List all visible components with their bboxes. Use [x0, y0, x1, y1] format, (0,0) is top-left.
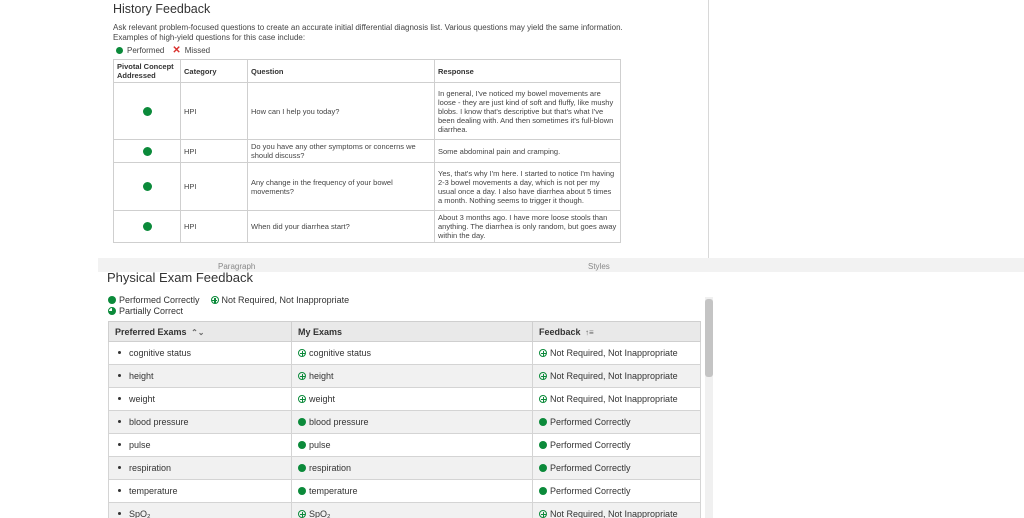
my-exam-cell — [292, 388, 533, 411]
scrollbar-thumb[interactable] — [705, 299, 713, 377]
feedback-cell — [533, 457, 701, 480]
header-feedback-label: Feedback — [539, 326, 581, 337]
preferred-exam-label: SpO₂ — [129, 509, 151, 518]
partially-correct-icon — [108, 307, 116, 315]
preferred-exam-label: respiration — [129, 463, 172, 473]
header-category: Category — [181, 60, 248, 83]
bullet-icon — [118, 489, 121, 492]
history-description: Ask relevant problem-focused questions to create an accurate initial differential diagnosis list. Various questions may yield the same information. Examples of high-yield questions for this case include: — [113, 23, 623, 42]
not-required-plus-icon — [539, 349, 547, 357]
table-row — [114, 140, 621, 163]
not-required-plus-icon — [539, 510, 547, 518]
my-exam-cell — [292, 434, 533, 457]
exam-table-body — [109, 342, 701, 518]
pivotal-cell — [114, 163, 181, 211]
legend-missed-label: Missed — [184, 46, 211, 55]
my-exam-cell — [292, 457, 533, 480]
legend-performed-label: Performed — [127, 46, 165, 55]
question-cell: Do you have any other symptoms or concerns we should discuss? — [248, 140, 435, 163]
my-exam-label: pulse — [309, 440, 331, 450]
preferred-exam-cell — [109, 434, 292, 457]
my-exam-cell — [292, 503, 533, 518]
performed-dot-icon — [539, 441, 547, 449]
header-response: Response — [435, 60, 621, 83]
feedback-label: Not Required, Not Inappropriate — [550, 509, 678, 518]
preferred-exam-label: weight — [129, 394, 156, 404]
performed-dot-icon — [539, 464, 547, 472]
table-row — [114, 211, 621, 243]
bullet-icon — [118, 443, 121, 446]
sort-arrow-icon[interactable]: ↑≡ — [585, 327, 594, 337]
performed-dot-icon — [298, 418, 306, 426]
feedback-cell — [533, 411, 701, 434]
table-row — [109, 388, 701, 411]
legend-partially-correct: Partially Correct — [119, 306, 184, 316]
preferred-exam-cell — [109, 365, 292, 388]
not-required-plus-icon — [298, 349, 306, 357]
my-exam-cell — [292, 365, 533, 388]
background-band — [0, 258, 1024, 272]
category-cell: HPI — [181, 83, 248, 140]
header-preferred-exams[interactable] — [109, 322, 292, 342]
question-cell: Any change in the frequency of your bowel movements? — [248, 163, 435, 211]
pivotal-cell — [114, 83, 181, 140]
performed-dot-icon — [539, 487, 547, 495]
feedback-cell — [533, 480, 701, 503]
preferred-exam-label: pulse — [129, 440, 151, 450]
not-required-plus-icon — [298, 510, 306, 518]
performed-dot-icon — [143, 182, 152, 191]
feedback-label: Not Required, Not Inappropriate — [550, 348, 678, 358]
header-feedback[interactable] — [533, 322, 701, 342]
feedback-cell — [533, 434, 701, 457]
my-exam-cell — [292, 342, 533, 365]
feedback-label: Performed Correctly — [550, 463, 631, 473]
history-feedback-panel — [0, 0, 709, 258]
my-exam-label: respiration — [309, 463, 352, 473]
question-cell: When did your diarrhea start? — [248, 211, 435, 243]
exam-legend-partial — [108, 306, 183, 316]
my-exam-label: cognitive status — [309, 348, 372, 358]
feedback-cell — [533, 365, 701, 388]
performed-dot-icon — [298, 464, 306, 472]
header-question: Question — [248, 60, 435, 83]
my-exam-label: height — [309, 371, 334, 381]
response-cell: About 3 months ago. I have more loose stools than anything. The diarrhea is only random, but goes away within the day. — [435, 211, 621, 243]
bullet-icon — [118, 466, 121, 469]
response-cell: Some abdominal pain and cramping. — [435, 140, 621, 163]
response-cell: Yes, that's why I'm here. I started to notice I'm having 2-3 bowel movements a day, which is not per my usual once a day. I also have diarrhea about 5 times a month. Nothing seems to trigger it though. — [435, 163, 621, 211]
table-row — [109, 411, 701, 434]
table-row — [109, 503, 701, 518]
table-row — [109, 365, 701, 388]
preferred-exam-cell — [109, 342, 292, 365]
my-exam-label: temperature — [309, 486, 358, 496]
not-required-plus-icon — [298, 395, 306, 403]
legend-not-required: Not Required, Not Inappropriate — [221, 295, 350, 305]
bullet-icon — [118, 374, 121, 377]
table-row — [114, 83, 621, 140]
preferred-exam-cell — [109, 503, 292, 518]
preferred-exam-label: temperature — [129, 486, 178, 496]
feedback-label: Performed Correctly — [550, 486, 631, 496]
my-exam-label: weight — [309, 394, 336, 404]
preferred-exam-cell — [109, 480, 292, 503]
question-cell: How can I help you today? — [248, 83, 435, 140]
preferred-exam-label: height — [129, 371, 154, 381]
not-required-plus-icon — [539, 395, 547, 403]
history-table — [113, 59, 621, 243]
header-my-exams: My Exams — [292, 322, 533, 342]
feedback-cell — [533, 342, 701, 365]
not-required-plus-icon — [539, 372, 547, 380]
preferred-exam-cell — [109, 388, 292, 411]
physical-exam-panel — [98, 272, 750, 518]
legend-performed-correctly: Performed Correctly — [119, 295, 200, 305]
table-row — [109, 480, 701, 503]
not-required-plus-icon — [211, 296, 219, 304]
my-exam-label: blood pressure — [309, 417, 369, 427]
performed-dot-icon — [143, 107, 152, 116]
exam-table — [108, 321, 701, 518]
bullet-icon — [118, 351, 121, 354]
bullet-icon — [118, 512, 121, 515]
feedback-cell — [533, 503, 701, 518]
performed-dot-icon — [108, 296, 116, 304]
feedback-label: Performed Correctly — [550, 440, 631, 450]
table-row — [109, 434, 701, 457]
feedback-label: Performed Correctly — [550, 417, 631, 427]
bullet-icon — [118, 397, 121, 400]
category-cell: HPI — [181, 211, 248, 243]
behind-paragraph-label: Paragraph — [218, 262, 256, 271]
behind-styles-label: Styles — [588, 262, 610, 271]
pivotal-cell — [114, 140, 181, 163]
header-pivotal: Pivotal Concept Addressed — [114, 60, 181, 83]
exam-title: Physical Exam Feedback — [107, 272, 253, 285]
preferred-exam-label: blood pressure — [129, 417, 189, 427]
not-required-plus-icon — [298, 372, 306, 380]
performed-dot-icon — [116, 47, 123, 54]
history-legend — [116, 45, 210, 56]
preferred-exam-cell — [109, 411, 292, 434]
my-exam-label: SpO₂ — [309, 509, 331, 518]
response-cell: In general, I've noticed my bowel movements are loose - they are just kind of soft and fluffy, like mushy blobs. I know that's descriptive but that's what I've been dealing with. And then sometimes it's full-blown diarrhea. — [435, 83, 621, 140]
feedback-cell — [533, 388, 701, 411]
sort-updown-icon[interactable]: ⌃⌄ — [191, 327, 205, 337]
my-exam-cell — [292, 411, 533, 434]
performed-dot-icon — [298, 441, 306, 449]
feedback-label: Not Required, Not Inappropriate — [550, 371, 678, 381]
exam-legend — [108, 295, 349, 305]
performed-dot-icon — [143, 222, 152, 231]
my-exam-cell — [292, 480, 533, 503]
table-row — [109, 342, 701, 365]
table-row — [109, 457, 701, 480]
table-row — [114, 163, 621, 211]
pivotal-cell — [114, 211, 181, 243]
category-cell: HPI — [181, 163, 248, 211]
category-cell: HPI — [181, 140, 248, 163]
missed-x-icon: ✕ — [172, 45, 181, 56]
performed-dot-icon — [143, 147, 152, 156]
performed-dot-icon — [539, 418, 547, 426]
preferred-exam-label: cognitive status — [129, 348, 192, 358]
preferred-exam-cell — [109, 457, 292, 480]
feedback-label: Not Required, Not Inappropriate — [550, 394, 678, 404]
history-title: History Feedback — [113, 2, 211, 16]
header-preferred-label: Preferred Exams — [115, 326, 187, 337]
background-band-edge — [0, 258, 98, 272]
bullet-icon — [118, 420, 121, 423]
performed-dot-icon — [298, 487, 306, 495]
